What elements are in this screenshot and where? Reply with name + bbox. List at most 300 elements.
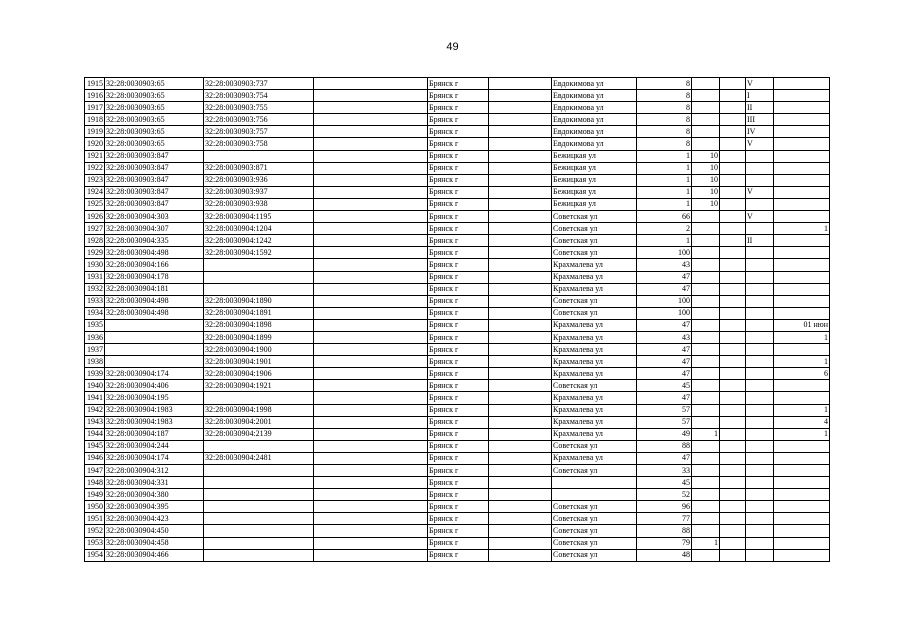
empty-cell xyxy=(720,259,746,271)
row-number-cell: 1921 xyxy=(85,150,105,162)
city-cell: Брянск г xyxy=(428,465,489,477)
empty-cell xyxy=(314,126,428,138)
street-cell: Крахмалева ул xyxy=(552,344,637,356)
empty-cell xyxy=(720,198,746,210)
building-cell xyxy=(692,513,720,525)
empty-cell xyxy=(314,344,428,356)
empty-cell xyxy=(314,392,428,404)
object-number-cell xyxy=(204,549,314,561)
house-cell: 47 xyxy=(637,392,692,404)
house-cell: 88 xyxy=(637,525,692,537)
empty-cell xyxy=(314,90,428,102)
object-number-cell: 32:28:0030904:1204 xyxy=(204,223,314,235)
apartment-cell: 1 xyxy=(774,223,830,235)
empty-cell xyxy=(314,307,428,319)
apartment-cell xyxy=(774,259,830,271)
street-cell: Советская ул xyxy=(552,211,637,223)
row-number-cell: 1933 xyxy=(85,295,105,307)
empty-cell xyxy=(720,307,746,319)
cadastral-quarter-cell: 32:28:0030903:847 xyxy=(105,150,204,162)
house-cell: 47 xyxy=(637,319,692,331)
object-number-cell: 32:28:0030904:1890 xyxy=(204,295,314,307)
building-cell: 10 xyxy=(692,174,720,186)
apartment-cell xyxy=(774,198,830,210)
house-cell: 8 xyxy=(637,102,692,114)
empty-cell xyxy=(314,513,428,525)
row-number-cell: 1925 xyxy=(85,198,105,210)
object-number-cell xyxy=(204,465,314,477)
cadastral-quarter-cell: 32:28:0030903:847 xyxy=(105,186,204,198)
empty-cell xyxy=(314,525,428,537)
empty-cell xyxy=(489,319,552,331)
object-number-cell xyxy=(204,489,314,501)
roman-cell xyxy=(746,295,774,307)
row-number-cell: 1927 xyxy=(85,223,105,235)
city-cell: Брянск г xyxy=(428,78,489,90)
city-cell: Брянск г xyxy=(428,549,489,561)
city-cell: Брянск г xyxy=(428,271,489,283)
empty-cell xyxy=(489,211,552,223)
cadastral-quarter-cell: 32:28:0030904:195 xyxy=(105,392,204,404)
street-cell: Крахмалева ул xyxy=(552,283,637,295)
house-cell: 1 xyxy=(637,174,692,186)
cadastral-quarter-cell: 32:28:0030904:380 xyxy=(105,489,204,501)
row-number-cell: 1937 xyxy=(85,344,105,356)
empty-cell xyxy=(314,404,428,416)
city-cell: Брянск г xyxy=(428,380,489,392)
street-cell: Крахмалева ул xyxy=(552,319,637,331)
building-cell xyxy=(692,331,720,343)
row-number-cell: 1950 xyxy=(85,501,105,513)
house-cell: 96 xyxy=(637,501,692,513)
empty-cell xyxy=(489,416,552,428)
cadastral-quarter-cell: 32:28:0030903:65 xyxy=(105,102,204,114)
roman-cell xyxy=(746,440,774,452)
city-cell: Брянск г xyxy=(428,331,489,343)
roman-cell xyxy=(746,428,774,440)
row-number-cell: 1931 xyxy=(85,271,105,283)
city-cell: Брянск г xyxy=(428,150,489,162)
city-cell: Брянск г xyxy=(428,513,489,525)
table-row xyxy=(85,90,830,102)
building-cell xyxy=(692,211,720,223)
building-cell xyxy=(692,477,720,489)
building-cell xyxy=(692,416,720,428)
empty-cell xyxy=(489,428,552,440)
object-number-cell: 32:28:0030904:1901 xyxy=(204,356,314,368)
object-number-cell xyxy=(204,501,314,513)
empty-cell xyxy=(489,356,552,368)
apartment-cell xyxy=(774,549,830,561)
object-number-cell: 32:28:0030903:737 xyxy=(204,78,314,90)
object-number-cell: 32:28:0030904:1242 xyxy=(204,235,314,247)
table-row xyxy=(85,331,830,343)
street-cell: Крахмалева ул xyxy=(552,271,637,283)
empty-cell xyxy=(720,247,746,259)
house-cell: 8 xyxy=(637,114,692,126)
house-cell: 88 xyxy=(637,440,692,452)
city-cell: Брянск г xyxy=(428,90,489,102)
object-number-cell: 32:28:0030904:1899 xyxy=(204,331,314,343)
table-row xyxy=(85,416,830,428)
roman-cell xyxy=(746,259,774,271)
street-cell: Евдокимова ул xyxy=(552,78,637,90)
cadastral-quarter-cell: 32:28:0030904:244 xyxy=(105,440,204,452)
object-number-cell: 32:28:0030903:937 xyxy=(204,186,314,198)
building-cell xyxy=(692,465,720,477)
empty-cell xyxy=(314,162,428,174)
empty-cell xyxy=(314,150,428,162)
apartment-cell xyxy=(774,465,830,477)
row-number-cell: 1942 xyxy=(85,404,105,416)
house-cell: 100 xyxy=(637,295,692,307)
street-cell: Крахмалева ул xyxy=(552,259,637,271)
roman-cell: II xyxy=(746,102,774,114)
street-cell: Советская ул xyxy=(552,380,637,392)
house-cell: 2 xyxy=(637,223,692,235)
empty-cell xyxy=(314,295,428,307)
building-cell xyxy=(692,380,720,392)
building-cell: 10 xyxy=(692,186,720,198)
empty-cell xyxy=(720,513,746,525)
table-row xyxy=(85,319,830,331)
table-row xyxy=(85,344,830,356)
table-row xyxy=(85,174,830,186)
table-row xyxy=(85,150,830,162)
empty-cell xyxy=(314,477,428,489)
house-cell: 100 xyxy=(637,247,692,259)
table-row xyxy=(85,295,830,307)
street-cell: Евдокимова ул xyxy=(552,102,637,114)
empty-cell xyxy=(720,150,746,162)
apartment-cell xyxy=(774,283,830,295)
empty-cell xyxy=(720,416,746,428)
street-cell: Советская ул xyxy=(552,235,637,247)
building-cell xyxy=(692,235,720,247)
empty-cell xyxy=(489,452,552,464)
roman-cell xyxy=(746,549,774,561)
table-row xyxy=(85,138,830,150)
apartment-cell xyxy=(774,271,830,283)
row-number-cell: 1940 xyxy=(85,380,105,392)
cadastral-quarter-cell: 32:28:0030903:65 xyxy=(105,78,204,90)
empty-cell xyxy=(489,198,552,210)
object-number-cell: 32:28:0030903:757 xyxy=(204,126,314,138)
street-cell: Евдокимова ул xyxy=(552,90,637,102)
roman-cell xyxy=(746,513,774,525)
object-number-cell: 32:28:0030903:936 xyxy=(204,174,314,186)
house-cell: 57 xyxy=(637,416,692,428)
street-cell: Советская ул xyxy=(552,307,637,319)
table-row xyxy=(85,114,830,126)
row-number-cell: 1941 xyxy=(85,392,105,404)
street-cell: Бежицкая ул xyxy=(552,198,637,210)
empty-cell xyxy=(489,186,552,198)
roman-cell xyxy=(746,283,774,295)
empty-cell xyxy=(720,271,746,283)
object-number-cell: 32:28:0030904:1898 xyxy=(204,319,314,331)
empty-cell xyxy=(720,428,746,440)
building-cell xyxy=(692,90,720,102)
building-cell xyxy=(692,404,720,416)
empty-cell xyxy=(314,501,428,513)
city-cell: Брянск г xyxy=(428,283,489,295)
city-cell: Брянск г xyxy=(428,174,489,186)
building-cell xyxy=(692,138,720,150)
house-cell: 52 xyxy=(637,489,692,501)
object-number-cell xyxy=(204,271,314,283)
empty-cell xyxy=(489,259,552,271)
city-cell: Брянск г xyxy=(428,525,489,537)
object-number-cell xyxy=(204,392,314,404)
cadastral-quarter-cell: 32:28:0030904:174 xyxy=(105,452,204,464)
empty-cell xyxy=(314,102,428,114)
object-number-cell: 32:28:0030904:2481 xyxy=(204,452,314,464)
row-number-cell: 1926 xyxy=(85,211,105,223)
roman-cell xyxy=(746,162,774,174)
empty-cell xyxy=(314,319,428,331)
object-number-cell: 32:28:0030903:938 xyxy=(204,198,314,210)
empty-cell xyxy=(314,186,428,198)
city-cell: Брянск г xyxy=(428,259,489,271)
house-cell: 8 xyxy=(637,90,692,102)
building-cell: 10 xyxy=(692,162,720,174)
cadastral-quarter-cell: 32:28:0030904:498 xyxy=(105,307,204,319)
empty-cell xyxy=(720,90,746,102)
empty-cell xyxy=(489,307,552,319)
empty-cell xyxy=(720,404,746,416)
house-cell: 100 xyxy=(637,307,692,319)
cadastral-quarter-cell: 32:28:0030904:1983 xyxy=(105,404,204,416)
empty-cell xyxy=(489,150,552,162)
city-cell: Брянск г xyxy=(428,319,489,331)
building-cell: 1 xyxy=(692,537,720,549)
empty-cell xyxy=(314,198,428,210)
empty-cell xyxy=(314,223,428,235)
object-number-cell: 32:28:0030903:754 xyxy=(204,90,314,102)
roman-cell xyxy=(746,223,774,235)
object-number-cell: 32:28:0030904:1921 xyxy=(204,380,314,392)
city-cell: Брянск г xyxy=(428,138,489,150)
street-cell: Крахмалева ул xyxy=(552,452,637,464)
row-number-cell: 1920 xyxy=(85,138,105,150)
cadastral-quarter-cell: 32:28:0030904:395 xyxy=(105,501,204,513)
empty-cell xyxy=(720,138,746,150)
cadastral-quarter-cell: 32:28:0030904:1983 xyxy=(105,416,204,428)
house-cell: 1 xyxy=(637,235,692,247)
street-cell: Крахмалева ул xyxy=(552,356,637,368)
empty-cell xyxy=(314,259,428,271)
street-cell: Крахмалева ул xyxy=(552,331,637,343)
empty-cell xyxy=(489,549,552,561)
street-cell: Советская ул xyxy=(552,440,637,452)
row-number-cell: 1946 xyxy=(85,452,105,464)
table-row xyxy=(85,392,830,404)
house-cell: 43 xyxy=(637,331,692,343)
roman-cell xyxy=(746,465,774,477)
empty-cell xyxy=(489,271,552,283)
street-cell: Евдокимова ул xyxy=(552,114,637,126)
empty-cell xyxy=(489,477,552,489)
object-number-cell: 32:28:0030903:755 xyxy=(204,102,314,114)
empty-cell xyxy=(720,537,746,549)
empty-cell xyxy=(489,344,552,356)
street-cell: Крахмалева ул xyxy=(552,416,637,428)
table-row xyxy=(85,126,830,138)
table-row xyxy=(85,259,830,271)
cadastral-quarter-cell xyxy=(105,356,204,368)
table-row xyxy=(85,247,830,259)
apartment-cell: 1 xyxy=(774,404,830,416)
building-cell xyxy=(692,102,720,114)
house-cell: 33 xyxy=(637,465,692,477)
city-cell: Брянск г xyxy=(428,356,489,368)
apartment-cell xyxy=(774,307,830,319)
house-cell: 45 xyxy=(637,380,692,392)
object-number-cell xyxy=(204,477,314,489)
table-row xyxy=(85,223,830,235)
city-cell: Брянск г xyxy=(428,489,489,501)
empty-cell xyxy=(720,283,746,295)
roman-cell: V xyxy=(746,138,774,150)
table-row xyxy=(85,162,830,174)
cadastral-quarter-cell: 32:28:0030904:450 xyxy=(105,525,204,537)
object-number-cell: 32:28:0030904:2001 xyxy=(204,416,314,428)
building-cell xyxy=(692,392,720,404)
row-number-cell: 1915 xyxy=(85,78,105,90)
roman-cell xyxy=(746,150,774,162)
cadastral-quarter-cell xyxy=(105,331,204,343)
city-cell: Брянск г xyxy=(428,211,489,223)
empty-cell xyxy=(720,465,746,477)
cadastral-quarter-cell: 32:28:0030904:498 xyxy=(105,295,204,307)
building-cell xyxy=(692,78,720,90)
table-row xyxy=(85,465,830,477)
house-cell: 57 xyxy=(637,404,692,416)
empty-cell xyxy=(489,513,552,525)
city-cell: Брянск г xyxy=(428,428,489,440)
row-number-cell: 1934 xyxy=(85,307,105,319)
apartment-cell xyxy=(774,102,830,114)
apartment-cell: 1 xyxy=(774,428,830,440)
building-cell: 1 xyxy=(692,428,720,440)
cadastral-quarter-cell xyxy=(105,319,204,331)
street-cell: Советская ул xyxy=(552,501,637,513)
house-cell: 8 xyxy=(637,78,692,90)
building-cell xyxy=(692,247,720,259)
street-cell: Бежицкая ул xyxy=(552,174,637,186)
object-number-cell: 32:28:0030903:758 xyxy=(204,138,314,150)
empty-cell xyxy=(489,174,552,186)
roman-cell xyxy=(746,368,774,380)
house-cell: 47 xyxy=(637,344,692,356)
building-cell: 10 xyxy=(692,150,720,162)
building-cell xyxy=(692,114,720,126)
row-number-cell: 1923 xyxy=(85,174,105,186)
house-cell: 77 xyxy=(637,513,692,525)
house-cell: 47 xyxy=(637,356,692,368)
roman-cell: I xyxy=(746,90,774,102)
empty-cell xyxy=(489,114,552,126)
row-number-cell: 1922 xyxy=(85,162,105,174)
empty-cell xyxy=(720,211,746,223)
table-row xyxy=(85,440,830,452)
table-row xyxy=(85,477,830,489)
object-number-cell xyxy=(204,259,314,271)
empty-cell xyxy=(314,549,428,561)
city-cell: Брянск г xyxy=(428,501,489,513)
empty-cell xyxy=(720,452,746,464)
city-cell: Брянск г xyxy=(428,392,489,404)
empty-cell xyxy=(314,283,428,295)
street-cell: Бежицкая ул xyxy=(552,150,637,162)
building-cell xyxy=(692,440,720,452)
apartment-cell xyxy=(774,162,830,174)
empty-cell xyxy=(720,162,746,174)
house-cell: 8 xyxy=(637,138,692,150)
apartment-cell xyxy=(774,513,830,525)
apartment-cell xyxy=(774,78,830,90)
apartment-cell xyxy=(774,344,830,356)
table-row xyxy=(85,283,830,295)
city-cell: Брянск г xyxy=(428,223,489,235)
cadastral-quarter-cell: 32:28:0030904:423 xyxy=(105,513,204,525)
house-cell: 1 xyxy=(637,198,692,210)
empty-cell xyxy=(489,331,552,343)
empty-cell xyxy=(314,211,428,223)
city-cell: Брянск г xyxy=(428,404,489,416)
street-cell: Бежицкая ул xyxy=(552,186,637,198)
cadastral-quarter-cell: 32:28:0030903:847 xyxy=(105,162,204,174)
cadastral-quarter-cell: 32:28:0030903:65 xyxy=(105,138,204,150)
table-row xyxy=(85,186,830,198)
table-row xyxy=(85,380,830,392)
apartment-cell xyxy=(774,247,830,259)
cadastral-quarter-cell: 32:28:0030904:466 xyxy=(105,549,204,561)
apartment-cell xyxy=(774,235,830,247)
empty-cell xyxy=(489,90,552,102)
cadastral-quarter-cell: 32:28:0030904:178 xyxy=(105,271,204,283)
roman-cell xyxy=(746,392,774,404)
roman-cell xyxy=(746,307,774,319)
city-cell: Брянск г xyxy=(428,235,489,247)
empty-cell xyxy=(720,344,746,356)
apartment-cell xyxy=(774,452,830,464)
object-number-cell xyxy=(204,513,314,525)
object-number-cell: 32:28:0030904:2139 xyxy=(204,428,314,440)
cadastral-quarter-cell: 32:28:0030904:166 xyxy=(105,259,204,271)
street-cell: Советская ул xyxy=(552,525,637,537)
empty-cell xyxy=(314,452,428,464)
empty-cell xyxy=(314,247,428,259)
cadastral-quarter-cell: 32:28:0030903:847 xyxy=(105,198,204,210)
house-cell: 45 xyxy=(637,477,692,489)
object-number-cell: 32:28:0030904:1906 xyxy=(204,368,314,380)
apartment-cell: 1 xyxy=(774,356,830,368)
row-number-cell: 1944 xyxy=(85,428,105,440)
object-number-cell: 32:28:0030903:871 xyxy=(204,162,314,174)
empty-cell xyxy=(489,537,552,549)
apartment-cell xyxy=(774,126,830,138)
apartment-cell: 1 xyxy=(774,331,830,343)
empty-cell xyxy=(314,235,428,247)
street-cell: Крахмалева ул xyxy=(552,428,637,440)
empty-cell xyxy=(720,331,746,343)
cadastral-quarter-cell: 32:28:0030904:498 xyxy=(105,247,204,259)
roman-cell xyxy=(746,271,774,283)
row-number-cell: 1918 xyxy=(85,114,105,126)
empty-cell xyxy=(720,114,746,126)
